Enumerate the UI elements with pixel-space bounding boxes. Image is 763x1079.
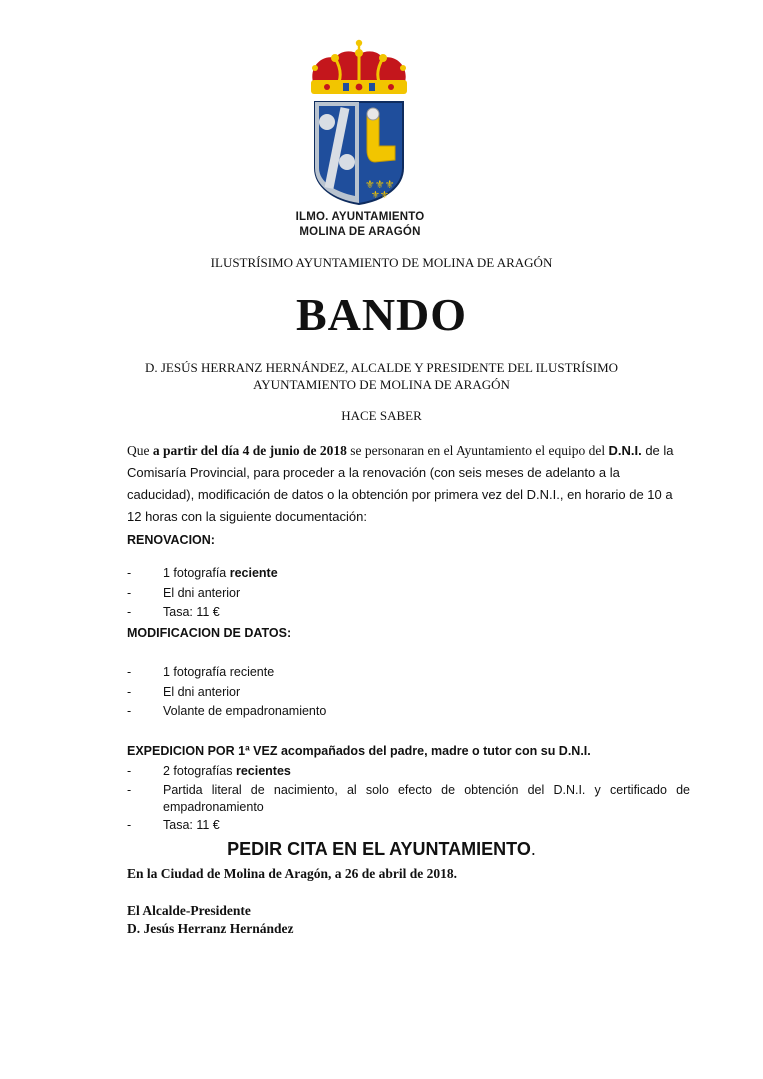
org-name-line1: ILMO. AYUNTAMIENTO <box>295 211 425 223</box>
place-date: En la Ciudad de Molina de Aragón, a 26 de abril de 2018. <box>127 866 458 881</box>
list-item: - Partida literal de nacimiento, al solo efecto de obtención del D.N.I. y certificado de empadronamiento <box>127 782 690 814</box>
appointment-notice: PEDIR CITA EN EL AYUNTAMIENTO. <box>227 839 536 859</box>
intro-date: a partir del día 4 de junio de 2018 <box>152 443 347 458</box>
intro-text-1: Que <box>127 443 153 458</box>
list-item: - 1 fotografía reciente <box>127 566 278 580</box>
intro-text-2: se personaran en el Ayuntamiento el equipo del <box>346 443 609 458</box>
mayor-line-1: D. JESÚS HERRANZ HERNÁNDEZ, ALCALDE Y PRESIDENTE DEL ILUSTRÍSIMO <box>144 360 619 375</box>
list-item: - Tasa: 11 € <box>127 817 220 832</box>
list-item: - Volante de empadronamiento <box>127 704 327 718</box>
crown-icon <box>311 40 407 94</box>
list-item: - Tasa: 11 € <box>127 605 220 619</box>
coat-of-arms-logo <box>305 38 413 206</box>
shield-icon <box>315 102 403 204</box>
modificacion-heading: MODIFICACION DE DATOS: <box>127 626 292 640</box>
modificacion-list <box>127 663 690 722</box>
document-title: BANDO <box>295 289 468 340</box>
intro-paragraph <box>127 440 690 528</box>
svg-text:⚜⚜: ⚜⚜ <box>371 190 389 201</box>
hace-saber-line: HACE SABER <box>341 408 422 423</box>
intro-dni: D.N.I. <box>608 443 642 458</box>
list-item: - El dni anterior <box>127 684 241 699</box>
expedicion-heading: EXPEDICION POR 1ª VEZ acompañados del padre, madre o tutor con su D.N.I. <box>127 744 591 758</box>
list-item: - El dni anterior <box>127 585 241 600</box>
mayor-line-2: AYUNTAMIENTO DE MOLINA DE ARAGÓN <box>253 377 510 392</box>
list-item: - 1 fotografía reciente <box>127 665 275 679</box>
renovacion-list <box>127 564 690 623</box>
expedicion-list <box>127 762 690 835</box>
svg-text:⚜⚜⚜: ⚜⚜⚜ <box>365 178 395 191</box>
signature-title: El Alcalde-Presidente <box>127 903 251 918</box>
org-name-line2: MOLINA DE ARAGÓN <box>299 226 421 238</box>
signature-name: D. Jesús Herranz Hernández <box>127 921 294 936</box>
list-item: - 2 fotografías recientes <box>127 764 291 778</box>
header-line: ILUSTRÍSIMO AYUNTAMIENTO DE MOLINA DE ARAGÓN <box>210 255 553 270</box>
renovacion-heading: RENOVACION: <box>127 533 215 547</box>
intro-text-3: de la Comisaría Provincial, para proceder a la renovación (con seis meses de adelanto a la caducidad), modificación de datos o la obtención por primera vez del D.N.I., en horario de 10 a 12 horas con la siguiente documentación: <box>127 443 674 524</box>
